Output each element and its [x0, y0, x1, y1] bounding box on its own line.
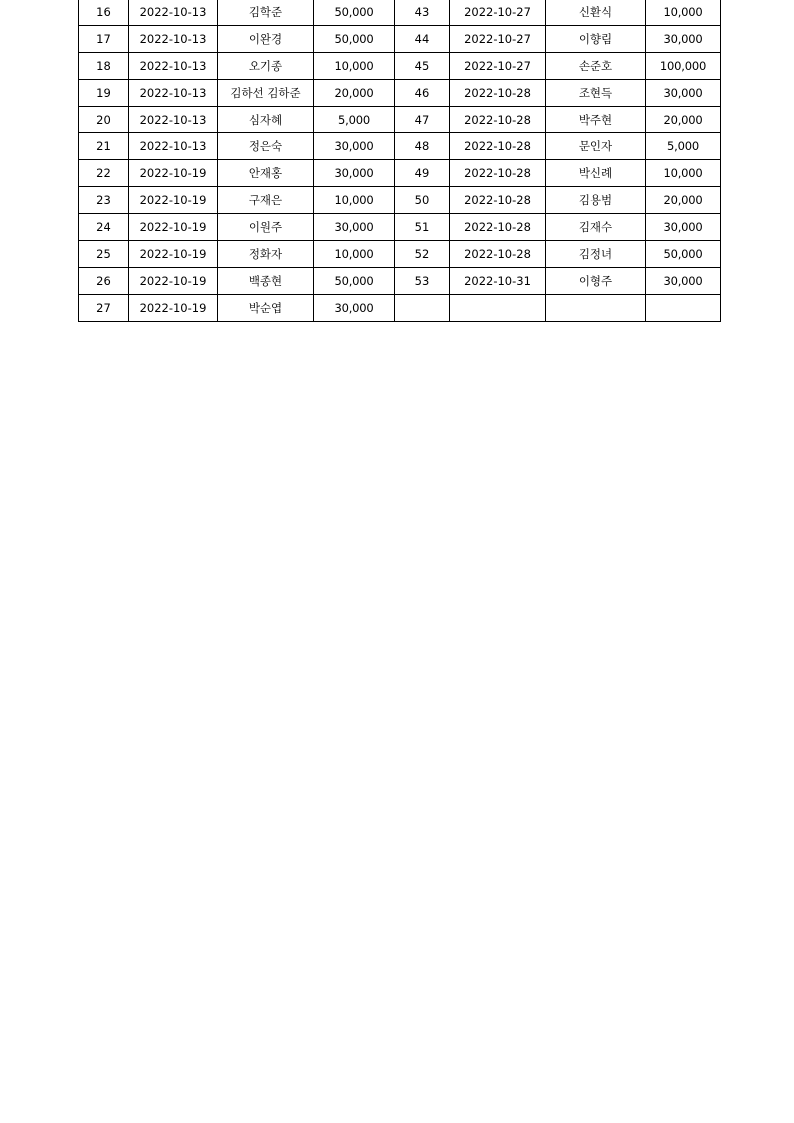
table-row — [79, 294, 721, 321]
table-row — [79, 0, 721, 25]
row-number-cell: 47 — [395, 106, 450, 133]
name-cell: 김용범 — [546, 187, 646, 214]
date-cell: 2022-10-19 — [129, 241, 218, 268]
name-cell: 김하선 김하준 — [218, 79, 314, 106]
amount-cell: 30,000 — [314, 214, 395, 241]
name-cell: 신환식 — [546, 0, 646, 25]
row-number-cell: 27 — [79, 294, 129, 321]
amount-cell: 50,000 — [314, 0, 395, 25]
row-number-cell — [395, 294, 450, 321]
date-cell: 2022-10-28 — [450, 106, 546, 133]
row-number-cell: 17 — [79, 25, 129, 52]
date-cell: 2022-10-19 — [129, 214, 218, 241]
table-row — [79, 241, 721, 268]
amount-cell: 20,000 — [646, 187, 721, 214]
name-cell: 김학준 — [218, 0, 314, 25]
date-cell: 2022-10-19 — [129, 294, 218, 321]
date-cell: 2022-10-13 — [129, 25, 218, 52]
row-number-cell: 22 — [79, 160, 129, 187]
date-cell: 2022-10-28 — [450, 187, 546, 214]
table-row — [79, 106, 721, 133]
row-number-cell: 53 — [395, 267, 450, 294]
name-cell: 이형주 — [546, 267, 646, 294]
row-number-cell: 52 — [395, 241, 450, 268]
amount-cell: 30,000 — [646, 267, 721, 294]
date-cell — [450, 294, 546, 321]
table-row — [79, 214, 721, 241]
name-cell: 이원주 — [218, 214, 314, 241]
date-cell: 2022-10-28 — [450, 241, 546, 268]
row-number-cell: 19 — [79, 79, 129, 106]
amount-cell — [646, 294, 721, 321]
name-cell: 김재수 — [546, 214, 646, 241]
date-cell: 2022-10-28 — [450, 214, 546, 241]
name-cell: 박순엽 — [218, 294, 314, 321]
amount-cell: 10,000 — [314, 241, 395, 268]
date-cell: 2022-10-13 — [129, 106, 218, 133]
table-row — [79, 133, 721, 160]
amount-cell: 5,000 — [646, 133, 721, 160]
row-number-cell: 20 — [79, 106, 129, 133]
date-cell: 2022-10-31 — [450, 267, 546, 294]
name-cell: 박신례 — [546, 160, 646, 187]
row-number-cell: 44 — [395, 25, 450, 52]
date-cell: 2022-10-28 — [450, 133, 546, 160]
name-cell: 문인자 — [546, 133, 646, 160]
name-cell: 백종현 — [218, 267, 314, 294]
row-number-cell: 51 — [395, 214, 450, 241]
date-cell: 2022-10-13 — [129, 52, 218, 79]
amount-cell: 30,000 — [314, 294, 395, 321]
row-number-cell: 18 — [79, 52, 129, 79]
row-number-cell: 50 — [395, 187, 450, 214]
amount-cell: 20,000 — [314, 79, 395, 106]
date-cell: 2022-10-28 — [450, 160, 546, 187]
name-cell: 조현득 — [546, 79, 646, 106]
name-cell: 심자혜 — [218, 106, 314, 133]
date-cell: 2022-10-19 — [129, 160, 218, 187]
date-cell: 2022-10-27 — [450, 52, 546, 79]
amount-cell: 30,000 — [646, 79, 721, 106]
row-number-cell: 46 — [395, 79, 450, 106]
table-row — [79, 79, 721, 106]
name-cell: 오기종 — [218, 52, 314, 79]
name-cell: 김정녀 — [546, 241, 646, 268]
row-number-cell: 25 — [79, 241, 129, 268]
amount-cell: 50,000 — [314, 267, 395, 294]
amount-cell: 20,000 — [646, 106, 721, 133]
amount-cell: 5,000 — [314, 106, 395, 133]
date-cell: 2022-10-13 — [129, 0, 218, 25]
row-number-cell: 23 — [79, 187, 129, 214]
row-number-cell: 21 — [79, 133, 129, 160]
row-number-cell: 49 — [395, 160, 450, 187]
row-number-cell: 48 — [395, 133, 450, 160]
date-cell: 2022-10-19 — [129, 267, 218, 294]
name-cell: 구재은 — [218, 187, 314, 214]
amount-cell: 10,000 — [646, 160, 721, 187]
row-number-cell: 26 — [79, 267, 129, 294]
name-cell: 정은숙 — [218, 133, 314, 160]
row-number-cell: 24 — [79, 214, 129, 241]
amount-cell: 30,000 — [646, 214, 721, 241]
amount-cell: 30,000 — [314, 133, 395, 160]
name-cell — [546, 294, 646, 321]
row-number-cell: 16 — [79, 0, 129, 25]
amount-cell: 50,000 — [646, 241, 721, 268]
amount-cell: 30,000 — [314, 160, 395, 187]
name-cell: 이향림 — [546, 25, 646, 52]
amount-cell: 10,000 — [314, 187, 395, 214]
row-number-cell: 45 — [395, 52, 450, 79]
date-cell: 2022-10-13 — [129, 79, 218, 106]
date-cell: 2022-10-13 — [129, 133, 218, 160]
date-cell: 2022-10-27 — [450, 25, 546, 52]
row-number-cell: 43 — [395, 0, 450, 25]
name-cell: 정화자 — [218, 241, 314, 268]
date-cell: 2022-10-19 — [129, 187, 218, 214]
table-row — [79, 160, 721, 187]
table-row — [79, 187, 721, 214]
amount-cell: 10,000 — [314, 52, 395, 79]
table-row — [79, 52, 721, 79]
date-cell: 2022-10-27 — [450, 0, 546, 25]
amount-cell: 10,000 — [646, 0, 721, 25]
amount-cell: 50,000 — [314, 25, 395, 52]
name-cell: 박주현 — [546, 106, 646, 133]
table-row — [79, 25, 721, 52]
name-cell: 이완경 — [218, 25, 314, 52]
table-row — [79, 267, 721, 294]
amount-cell: 100,000 — [646, 52, 721, 79]
name-cell: 안재홍 — [218, 160, 314, 187]
date-cell: 2022-10-28 — [450, 79, 546, 106]
donation-table — [78, 0, 721, 322]
amount-cell: 30,000 — [646, 25, 721, 52]
name-cell: 손준호 — [546, 52, 646, 79]
